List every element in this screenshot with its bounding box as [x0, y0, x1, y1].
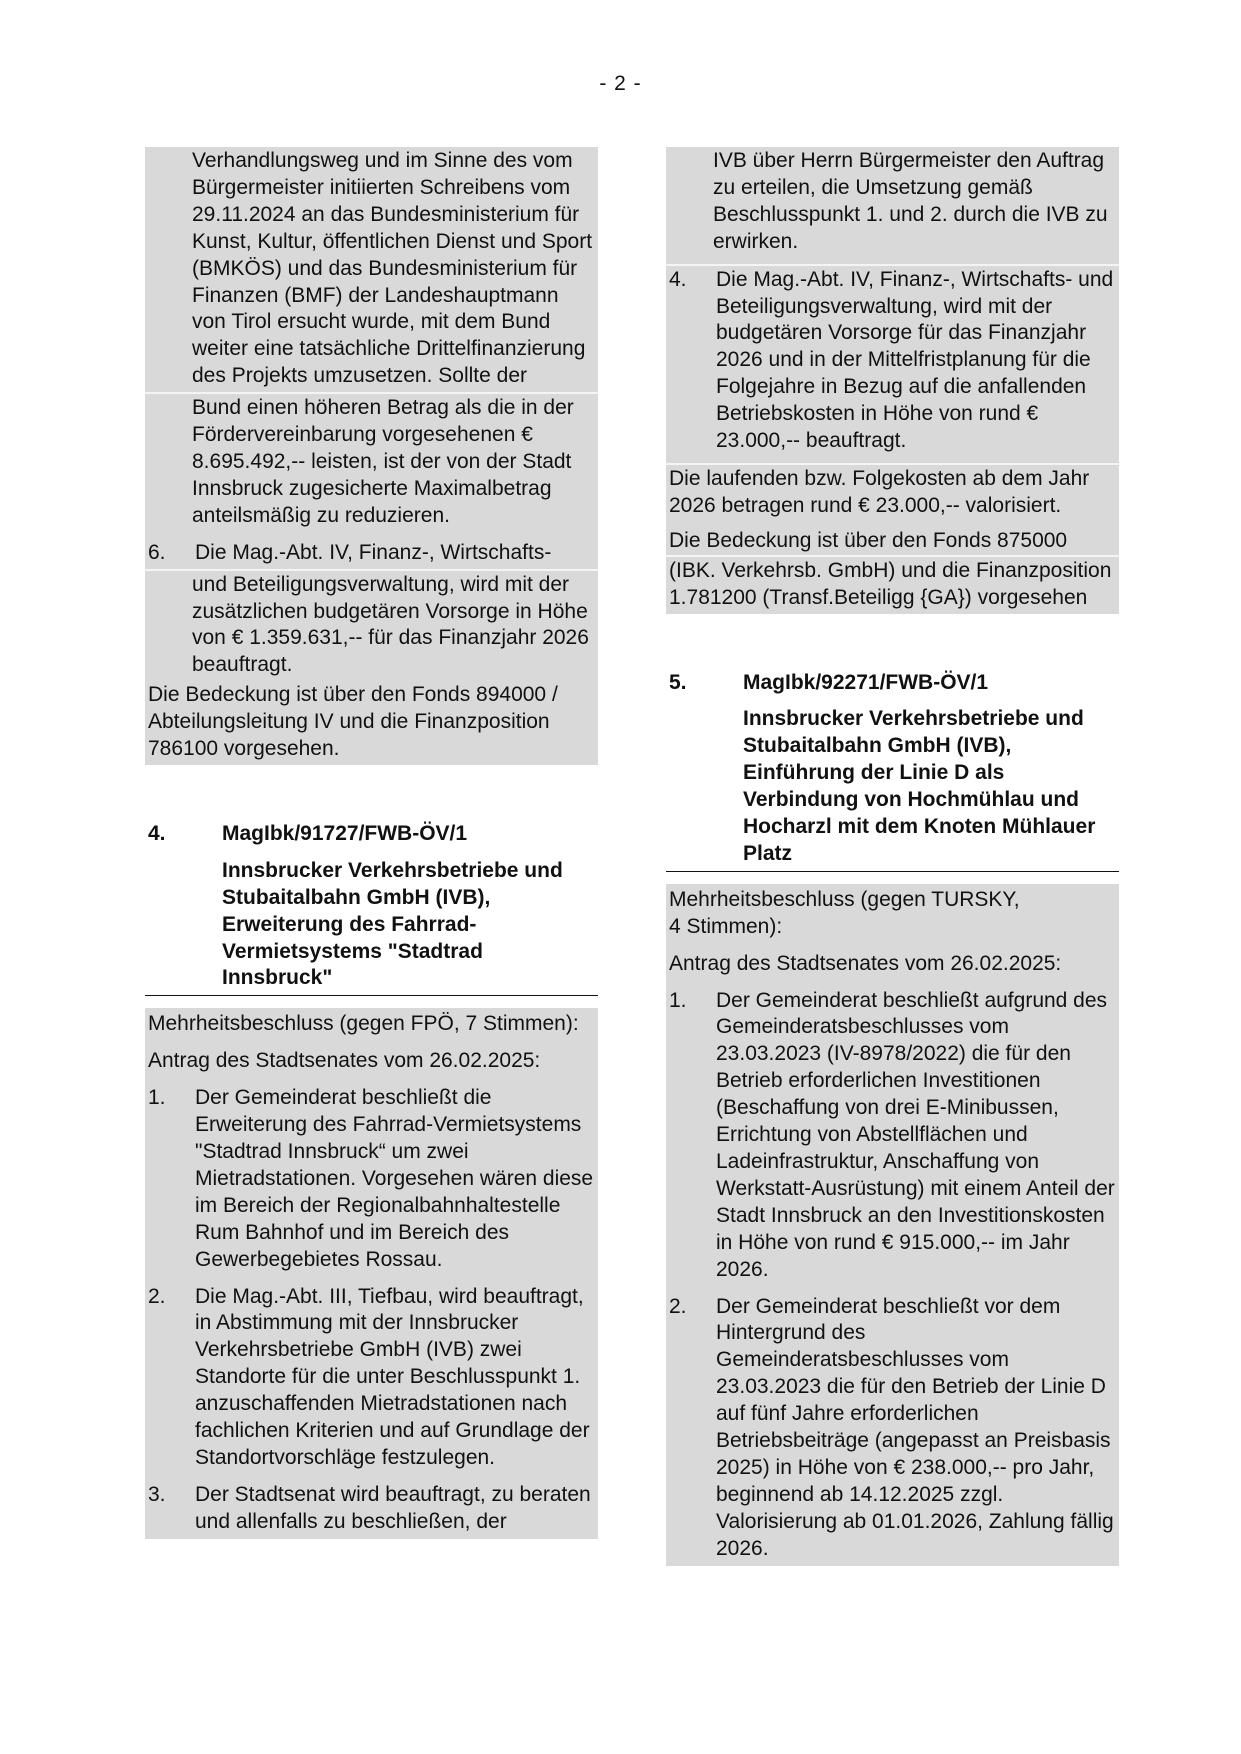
motion-line: Antrag des Stadtsenates vom 26.02.2025: — [669, 951, 1062, 975]
resolution-item — [669, 1294, 1115, 1563]
agenda-number: 4. — [148, 821, 166, 845]
item-number: 6. — [148, 540, 166, 564]
agenda-title: Innsbrucker Verkehrsbetriebe und Stubaitalbahn GmbH (IVB), Erweiterung des Fahrrad-Vermietsystems "Stadtrad Innsbruck" — [145, 858, 598, 997]
item-text: Der Gemeinderat beschließt vor dem Hintergrund des Gemeinderatsbeschlusses vom 23.03.2023 die für den Betrieb der Linie D auf fünf Jahre erforderlichen Betriebsbeiträge (angepasst an Preisbasis 2025) in Höhe von € 238.000,-- pro Jahr, beginnend ab 14.12.2025 zzgl. Valorisierung ab 01.01.2026, Zahlung fällig 2026. — [716, 1294, 1114, 1560]
running-costs-paragraph: Die laufenden bzw. Folgekosten ab dem Jahr 2026 betragen rund € 23.000,-- valorisiert. — [666, 463, 1119, 528]
resolution-item-6-continued: und Beteiligungsverwaltung, wird mit der zusätzlichen budgetären Vorsorge in Höhe von € 1.359.631,-- für das Finanzjahr 2026 beauftragt. — [145, 569, 598, 682]
right-column — [666, 147, 1119, 1566]
agenda-item-5 — [666, 670, 1119, 872]
motion-line: Antrag des Stadtsenates vom 26.02.2025: — [148, 1049, 541, 1073]
item-number: 2. — [148, 1284, 166, 1308]
continued-paragraph-part1: Verhandlungsweg und im Sinne des vom Bürgermeister initiierten Schreibens vom 29.11.2024 an das Bundesministerium für Kunst, Kultur, öffentlichen Dienst und Sport (BMKÖS) und das Bundesministerium für Finanzen (BMF) der Landeshauptmann von Tirol ersucht wurde, mit dem Bund weiter eine tatsächliche Drittelfinanzierung des Projekts umzusetzen. Sollte der — [145, 147, 598, 392]
agenda-reference: MagIbk/91727/FWB-ÖV/1 — [222, 821, 468, 845]
agenda-number: 5. — [669, 670, 687, 694]
resolution-item — [148, 1284, 594, 1472]
item-text: Die Mag.-Abt. IV, Finanz-, Wirtschafts- und Beteiligungsverwaltung, wird mit der budgetären Vorsorge für das Finanzjahr 2026 und in der Mittelfristplanung für die Folgejahre in Bezug auf die anfallenden Betriebskosten in Höhe von rund € 23.000,-- beauftragt. — [716, 267, 1114, 453]
item-number: 3. — [148, 1482, 166, 1506]
coverage-paragraph-rest: (IBK. Verkehrsb. GmbH) und die Finanzposition 1.781200 (Transf.Beteiligg {GA}) vorgesehen — [666, 555, 1119, 614]
item-number: 2. — [669, 1294, 687, 1318]
item-text: Der Gemeinderat beschließt die Erweiterung des Fahrrad-Vermietsystems "Stadtrad Innsbruck“ um zwei Mietradstationen. Vorgesehen wären diese im Bereich der Regionalbahnhaltestelle Rum Bahnhof und im Bereich des Gewerbegebietes Rossau. — [195, 1086, 594, 1271]
resolution-item — [669, 988, 1115, 1284]
agenda-4-body — [145, 1008, 598, 1538]
item-text: Die Mag.-Abt. III, Tiefbau, wird beauftragt, in Abstimmung mit der Innsbrucker Verkehrsbetriebe GmbH (IVB) zwei Standorte für die unter Beschlusspunkt 1. anzuschaffenden Mietradstationen nach fachlichen Kriterien und auf Grundlage der Standortvorschläge festzulegen. — [195, 1284, 590, 1469]
resolution-item-6 — [145, 540, 598, 569]
agenda-reference: MagIbk/92271/FWB-ÖV/1 — [743, 670, 989, 694]
page-number: - 2 - — [599, 72, 642, 95]
resolution-item — [148, 1482, 594, 1536]
coverage-paragraph: Die Bedeckung ist über den Fonds 894000 / Abteilungsleitung IV und die Finanzposition 786100 vorgesehen. — [145, 681, 598, 765]
resolution-item-4 — [666, 264, 1119, 463]
left-column — [145, 147, 598, 1539]
vote-result: Mehrheitsbeschluss (gegen TURSKY, 4 Stimmen): — [669, 887, 1020, 938]
continued-paragraph: IVB über Herrn Bürgermeister den Auftrag zu erteilen, die Umsetzung gemäß Beschlusspunkt 1. und 2. durch die IVB zu erwirken. — [666, 147, 1119, 264]
agenda-item-4 — [145, 821, 598, 996]
vote-result: Mehrheitsbeschluss (gegen FPÖ, 7 Stimmen): — [148, 1012, 579, 1036]
item-text: Der Gemeinderat beschließt aufgrund des Gemeinderatsbeschlusses vom 23.03.2023 (IV-8978/2022) die für den Betrieb erforderlichen Investitionen (Beschaffung von drei E-Minibussen, Errichtung von Abstellflächen und Ladeinfrastruktur, Anschaffung von Werkstatt-Ausrüstung) mit einem Anteil der Stadt Innsbruck an den Investitionskosten in Höhe von rund € 915.000,-- im Jahr 2026. — [716, 988, 1115, 1281]
item-text-line1: Die Mag.-Abt. IV, Finanz-, Wirtschafts- — [195, 540, 552, 564]
item-text: Der Stadtsenat wird beauftragt, zu beraten und allenfalls zu beschließen, der — [195, 1482, 591, 1533]
continued-paragraph-part2: Bund einen höheren Betrag als die in der Fördervereinbarung vorgesehenen € 8.695.492,-- leisten, ist der von der Stadt Innsbruck zugesicherte Maximalbetrag anteilsmäßig zu reduzieren. — [145, 392, 598, 540]
item-number: 1. — [669, 988, 687, 1012]
coverage-paragraph-line1: Die Bedeckung ist über den Fonds 875000 — [666, 528, 1119, 555]
resolution-item — [148, 1085, 594, 1273]
agenda-title: Innsbrucker Verkehrsbetriebe und Stubaitalbahn GmbH (IVB), Einführung der Linie D als Verbindung von Hochmühlau und Hocharzl mit dem Knoten Mühlauer Platz — [666, 706, 1119, 871]
agenda-5-body — [666, 884, 1119, 1566]
item-number: 1. — [148, 1086, 166, 1110]
item-number: 4. — [669, 267, 687, 291]
